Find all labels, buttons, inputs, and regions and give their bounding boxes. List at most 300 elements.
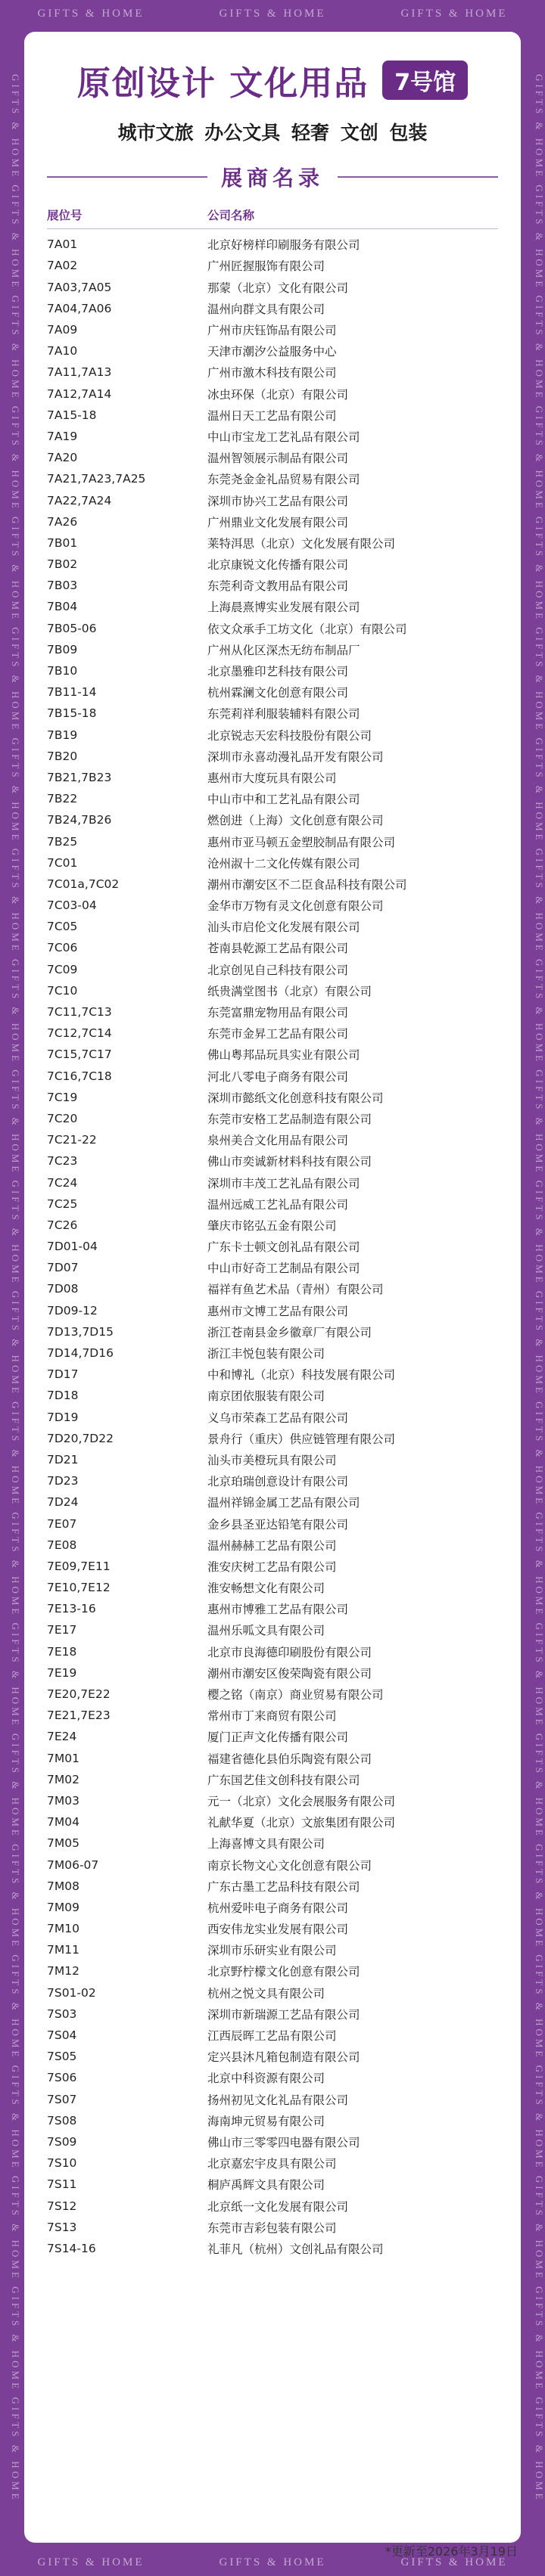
booth-number: 7C03-04 bbox=[47, 898, 97, 913]
table-row bbox=[47, 1491, 498, 1513]
table-row bbox=[47, 554, 498, 575]
table-row bbox=[47, 2025, 498, 2046]
company-name: 北京珀瑞创意设计有限公司 bbox=[207, 1475, 349, 1489]
company-name: 潮州市潮安区不二臣食品科技有限公司 bbox=[207, 877, 407, 892]
booth-number: 7B04 bbox=[47, 600, 78, 614]
booth-number: 7M03 bbox=[47, 1793, 79, 1808]
company-name: 扬州初见文化礼品有限公司 bbox=[207, 2093, 349, 2107]
booth-number: 7A20 bbox=[47, 451, 78, 465]
brand-text: GIFTS & HOME bbox=[219, 7, 326, 20]
company-name: 温州日天工艺品有限公司 bbox=[207, 408, 337, 423]
company-name: 深圳市协兴工艺品有限公司 bbox=[207, 494, 349, 508]
company-name: 浙江苍南县金乡徽章厂有限公司 bbox=[207, 1325, 372, 1339]
company-name: 依文众承手工坊文化（北京）有限公司 bbox=[207, 622, 407, 636]
table-row bbox=[47, 2003, 498, 2025]
company-name: 广州鼎业文化发展有限公司 bbox=[207, 515, 349, 529]
company-name: 冰虫环保（北京）有限公司 bbox=[207, 387, 349, 402]
divider bbox=[338, 176, 498, 178]
company-name: 温州祥锦金属工艺品有限公司 bbox=[207, 1496, 360, 1510]
exhibitor-table bbox=[47, 204, 498, 2259]
booth-number: 7B22 bbox=[47, 792, 78, 806]
table-row bbox=[47, 2174, 498, 2195]
table-row bbox=[47, 618, 498, 639]
booth-number: 7A15-18 bbox=[47, 408, 97, 422]
divider bbox=[47, 176, 207, 178]
booth-number: 7B15-18 bbox=[47, 706, 97, 721]
booth-number: 7D24 bbox=[47, 1495, 79, 1510]
company-name: 南京团依服装有限公司 bbox=[207, 1389, 325, 1404]
booth-number: 7B20 bbox=[47, 749, 78, 763]
booth-number: 7S07 bbox=[47, 2092, 77, 2106]
table-row bbox=[47, 895, 498, 916]
company-name: 莱特洱思（北京）文化发展有限公司 bbox=[207, 536, 396, 551]
brand-text: GIFTS & HOME bbox=[37, 2556, 145, 2568]
booth-number: 7B10 bbox=[47, 664, 78, 678]
company-name: 东莞利奇文教用品有限公司 bbox=[207, 579, 349, 594]
left-side-brand: GIFTS & HOME GIFTS & HOME GIFTS & HOME GIFTS & HOME GIFTS & HOME GIFTS & HOME GIFTS & HOME GIFTS & HOME GIFTS & HOME GIFTS & HOME GIFTS & HOME GIFTS & HOME GIFTS & HOME GIFTS & HOME GIFTS & HOME GIFTS & HOME GIFTS & HOME GIFTS & HOME GIFTS & HOME GIFTS & HOME GIFTS & HOME GIFTS & HOME bbox=[10, 73, 21, 2503]
booth-number: 7D14,7D16 bbox=[47, 1346, 114, 1361]
company-name: 定兴县沐凡箱包制造有限公司 bbox=[207, 2050, 360, 2065]
brand-text: GIFTS & HOME bbox=[400, 7, 508, 20]
table-row bbox=[47, 1960, 498, 1982]
table-row bbox=[47, 916, 498, 937]
booth-number: 7B02 bbox=[47, 557, 78, 572]
hall-badge: 7号馆 bbox=[382, 61, 468, 100]
table-row bbox=[47, 1150, 498, 1172]
booth-number: 7D21 bbox=[47, 1452, 79, 1466]
table-row bbox=[47, 1790, 498, 1811]
booth-number: 7C10 bbox=[47, 983, 78, 998]
booth-number: 7C24 bbox=[47, 1175, 78, 1190]
booth-number: 7C26 bbox=[47, 1218, 78, 1232]
company-name: 河北八零电子商务有限公司 bbox=[207, 1069, 349, 1084]
table-row bbox=[47, 1364, 498, 1385]
company-name: 深圳市丰茂工艺礼品有限公司 bbox=[207, 1176, 360, 1190]
company-name: 那蒙（北京）文化有限公司 bbox=[207, 281, 349, 295]
brand-text: GIFTS & HOME bbox=[219, 2556, 326, 2568]
booth-number: 7E10,7E12 bbox=[47, 1581, 111, 1595]
table-row bbox=[47, 1876, 498, 1897]
table-row bbox=[47, 1172, 498, 1193]
table-row bbox=[47, 1087, 498, 1108]
table-row bbox=[47, 1535, 498, 1556]
booth-number: 7M04 bbox=[47, 1815, 79, 1830]
booth-number: 7A12,7A14 bbox=[47, 386, 112, 401]
company-name: 东莞富鼎宠物用品有限公司 bbox=[207, 1006, 349, 1020]
company-name: 景舟行（重庆）供应链管理有限公司 bbox=[207, 1432, 396, 1446]
title-row bbox=[47, 56, 498, 104]
table-row bbox=[47, 1726, 498, 1747]
table-row bbox=[47, 1066, 498, 1087]
company-name: 淮安畅想文化有限公司 bbox=[207, 1581, 325, 1596]
booth-number: 7E20,7E22 bbox=[47, 1687, 111, 1702]
company-header: 公司名称 bbox=[207, 209, 255, 223]
table-row bbox=[47, 2046, 498, 2067]
booth-number: 7A02 bbox=[47, 259, 78, 273]
table-row bbox=[47, 1598, 498, 1619]
booth-number: 7S08 bbox=[47, 2113, 77, 2128]
table-row bbox=[47, 1641, 498, 1662]
booth-number: 7B05-06 bbox=[47, 621, 97, 635]
table-row bbox=[47, 1321, 498, 1342]
booth-number: 7M11 bbox=[47, 1943, 79, 1957]
table-row bbox=[47, 1044, 498, 1065]
booth-number: 7E24 bbox=[47, 1730, 77, 1744]
company-name: 佛山市奕诚新材料科技有限公司 bbox=[207, 1155, 372, 1169]
company-name: 广东国艺佳文创科技有限公司 bbox=[207, 1773, 360, 1787]
exhibitor-card bbox=[24, 32, 521, 2543]
table-row bbox=[47, 1023, 498, 1044]
company-name: 中山市中和工艺礼品有限公司 bbox=[207, 793, 360, 807]
booth-number: 7S12 bbox=[47, 2199, 77, 2213]
booth-number: 7M10 bbox=[47, 1922, 79, 1936]
company-name: 深圳市乐研实业有限公司 bbox=[207, 1944, 337, 1958]
table-row bbox=[47, 1108, 498, 1129]
table-row bbox=[47, 1193, 498, 1215]
booth-number: 7A09 bbox=[47, 323, 78, 337]
table-row bbox=[47, 1662, 498, 1684]
booth-number: 7B01 bbox=[47, 535, 78, 550]
booth-number: 7B11-14 bbox=[47, 685, 97, 700]
booth-number: 7C09 bbox=[47, 962, 78, 976]
table-row bbox=[47, 1428, 498, 1449]
booth-number: 7C01a,7C02 bbox=[47, 877, 120, 891]
booth-number: 7S11 bbox=[47, 2177, 77, 2192]
table-row bbox=[47, 1897, 498, 1918]
table-row bbox=[47, 511, 498, 532]
booth-number: 7B09 bbox=[47, 642, 78, 656]
table-body bbox=[47, 234, 498, 2259]
booth-number: 7E08 bbox=[47, 1538, 77, 1552]
company-name: 深圳市新瑞源工艺品有限公司 bbox=[207, 2007, 360, 2022]
booth-number: 7A03,7A05 bbox=[47, 280, 112, 294]
booth-number: 7M06-07 bbox=[47, 1858, 99, 1872]
right-side-brand: GIFTS & HOME GIFTS & HOME GIFTS & HOME GIFTS & HOME GIFTS & HOME GIFTS & HOME GIFTS & HOME GIFTS & HOME GIFTS & HOME GIFTS & HOME GIFTS & HOME GIFTS & HOME GIFTS & HOME GIFTS & HOME GIFTS & HOME GIFTS & HOME GIFTS & HOME GIFTS & HOME GIFTS & HOME GIFTS & HOME GIFTS & HOME GIFTS & HOME bbox=[534, 73, 545, 2503]
table-row bbox=[47, 1577, 498, 1598]
company-name: 浙江丰悦包装有限公司 bbox=[207, 1347, 325, 1361]
booth-number: 7M05 bbox=[47, 1836, 79, 1851]
company-name: 杭州爱咔电子商务有限公司 bbox=[207, 1901, 349, 1915]
company-name: 厦门正声文化传播有限公司 bbox=[207, 1730, 349, 1745]
company-name: 广东古墨工艺品科技有限公司 bbox=[207, 1879, 360, 1894]
table-row bbox=[47, 1769, 498, 1790]
table-row bbox=[47, 746, 498, 767]
company-name: 海南坤元贸易有限公司 bbox=[207, 2114, 325, 2128]
table-row bbox=[47, 362, 498, 383]
booth-number: 7B25 bbox=[47, 834, 78, 849]
company-name: 杭州之悦文具有限公司 bbox=[207, 1986, 325, 2000]
table-row bbox=[47, 234, 498, 255]
booth-number: 7B21,7B23 bbox=[47, 770, 112, 784]
booth-number: 7E17 bbox=[47, 1623, 77, 1637]
booth-number: 7A10 bbox=[47, 344, 78, 358]
company-name: 桐庐禹辉文具有限公司 bbox=[207, 2178, 325, 2193]
table-row bbox=[47, 1556, 498, 1577]
table-row bbox=[47, 405, 498, 426]
table-row bbox=[47, 1833, 498, 1854]
company-name: 温州乐呱文具有限公司 bbox=[207, 1624, 325, 1638]
table-row bbox=[47, 277, 498, 298]
booth-number: 7S10 bbox=[47, 2156, 77, 2171]
company-name: 广东卡士顿文创礼品有限公司 bbox=[207, 1240, 360, 1255]
table-row bbox=[47, 1385, 498, 1406]
booth-number: 7A21,7A23,7A25 bbox=[47, 472, 146, 486]
booth-number: 7A22,7A24 bbox=[47, 493, 112, 507]
company-name: 樱之铭（南京）商业贸易有限公司 bbox=[207, 1688, 384, 1702]
brand-text: GIFTS & HOME bbox=[400, 2556, 508, 2568]
booth-number: 7S13 bbox=[47, 2220, 77, 2234]
company-name: 北京市良海德印刷股份有限公司 bbox=[207, 1645, 372, 1659]
booth-number: 7M08 bbox=[47, 1879, 79, 1893]
table-row bbox=[47, 660, 498, 681]
table-row bbox=[47, 2217, 498, 2238]
table-row bbox=[47, 874, 498, 895]
company-name: 福祥有鱼艺术品（青州）有限公司 bbox=[207, 1283, 384, 1297]
company-name: 西安伟龙实业发展有限公司 bbox=[207, 1923, 349, 1937]
booth-number: 7D07 bbox=[47, 1261, 79, 1275]
brand-text: GIFTS & HOME bbox=[37, 7, 145, 20]
table-row bbox=[47, 681, 498, 703]
booth-number: 7S06 bbox=[47, 2071, 77, 2085]
booth-number: 7C25 bbox=[47, 1196, 78, 1211]
table-row bbox=[47, 725, 498, 746]
booth-number: 7E18 bbox=[47, 1644, 77, 1659]
company-name: 潮州市潮安区俊荣陶瓷有限公司 bbox=[207, 1666, 372, 1681]
table-row bbox=[47, 2195, 498, 2216]
company-name: 佛山市三零零四电器有限公司 bbox=[207, 2135, 360, 2149]
table-row bbox=[47, 1854, 498, 1875]
booth-number: 7M09 bbox=[47, 1900, 79, 1914]
company-name: 金乡县圣亚达铅笔有限公司 bbox=[207, 1517, 349, 1532]
booth-number: 7D09-12 bbox=[47, 1303, 98, 1317]
table-row bbox=[47, 575, 498, 596]
table-row bbox=[47, 1300, 498, 1321]
table-row bbox=[47, 2089, 498, 2110]
company-name: 汕头市启伦文化发展有限公司 bbox=[207, 920, 360, 935]
company-name: 元一（北京）文化会展服务有限公司 bbox=[207, 1794, 396, 1808]
table-row bbox=[47, 1684, 498, 1705]
booth-number: 7B03 bbox=[47, 579, 78, 593]
company-name: 惠州市大度玩具有限公司 bbox=[207, 771, 337, 785]
booth-number: 7S03 bbox=[47, 2006, 77, 2021]
booth-number: 7E19 bbox=[47, 1665, 77, 1680]
booth-number: 7C01 bbox=[47, 855, 78, 870]
company-name: 东莞市金昇工艺品有限公司 bbox=[207, 1027, 349, 1041]
table-row bbox=[47, 532, 498, 554]
company-name: 福建省德化县伯乐陶瓷有限公司 bbox=[207, 1752, 372, 1766]
company-name: 肇庆市铭弘五金有限公司 bbox=[207, 1218, 337, 1233]
category-subtitle: 城市文旅 办公文具 轻奢 文创 包装 bbox=[117, 122, 428, 144]
company-name: 北京野柠檬文化创意有限公司 bbox=[207, 1965, 360, 1979]
table-row bbox=[47, 1705, 498, 1726]
table-row bbox=[47, 1513, 498, 1534]
table-row bbox=[47, 1470, 498, 1491]
booth-number: 7E09,7E11 bbox=[47, 1559, 111, 1573]
update-note: *更新至2026年3月19日 bbox=[385, 2544, 518, 2559]
company-name: 上海晨熹博实业发展有限公司 bbox=[207, 601, 360, 615]
booth-number: 7M12 bbox=[47, 1964, 79, 1979]
table-row bbox=[47, 959, 498, 980]
booth-number: 7B19 bbox=[47, 728, 78, 742]
booth-number: 7C05 bbox=[47, 920, 78, 934]
company-name: 惠州市亚马顿五金塑胶制品有限公司 bbox=[207, 835, 396, 849]
company-name: 燃创进（上海）文化创意有限公司 bbox=[207, 814, 384, 828]
company-name: 江西辰晖工艺品有限公司 bbox=[207, 2029, 337, 2044]
booth-number: 7S14-16 bbox=[47, 2241, 96, 2255]
booth-number: 7C15,7C17 bbox=[47, 1047, 112, 1062]
booth-number: 7C21-22 bbox=[47, 1133, 97, 1147]
company-name: 上海喜博文具有限公司 bbox=[207, 1837, 325, 1851]
table-row bbox=[47, 1982, 498, 2003]
company-name: 东莞尧金金礼品贸易有限公司 bbox=[207, 473, 360, 487]
table-row bbox=[47, 2131, 498, 2152]
company-name: 天津市潮汐公益服务中心 bbox=[207, 345, 337, 359]
booth-number: 7D19 bbox=[47, 1410, 79, 1424]
booth-number: 7D01-04 bbox=[47, 1240, 98, 1254]
booth-number: 7S04 bbox=[47, 2028, 77, 2043]
booth-number: 7C16,7C18 bbox=[47, 1069, 112, 1083]
table-row bbox=[47, 767, 498, 788]
booth-number: 7D17 bbox=[47, 1367, 79, 1382]
booth-number: 7C12,7C14 bbox=[47, 1026, 112, 1041]
company-name: 北京康锐文化传播有限公司 bbox=[207, 558, 349, 573]
company-name: 北京墨雅印艺科技有限公司 bbox=[207, 665, 349, 679]
table-row bbox=[47, 383, 498, 405]
table-row bbox=[47, 596, 498, 617]
table-row bbox=[47, 1001, 498, 1023]
table-row bbox=[47, 809, 498, 830]
booth-number: 7A04,7A06 bbox=[47, 301, 112, 315]
page-title: 原创设计 文化用品 bbox=[76, 64, 369, 103]
company-name: 广州市庆钰饰品有限公司 bbox=[207, 324, 337, 338]
table-row bbox=[47, 2152, 498, 2174]
booth-number: 7D13,7D15 bbox=[47, 1324, 114, 1339]
company-name: 广州匠握服饰有限公司 bbox=[207, 259, 325, 274]
table-row bbox=[47, 1811, 498, 1833]
table-row bbox=[47, 1449, 498, 1470]
company-name: 常州市丁来商贸有限公司 bbox=[207, 1709, 337, 1724]
company-name: 温州远威工艺礼品有限公司 bbox=[207, 1197, 349, 1212]
table-row bbox=[47, 340, 498, 362]
booth-number: 7A19 bbox=[47, 429, 78, 443]
table-row bbox=[47, 1748, 498, 1769]
booth-number: 7A01 bbox=[47, 237, 78, 252]
company-name: 北京中科资源有限公司 bbox=[207, 2072, 325, 2086]
table-row bbox=[47, 1918, 498, 1939]
booth-number: 7S01-02 bbox=[47, 1985, 96, 2000]
company-name: 中和博礼（北京）科技发展有限公司 bbox=[207, 1368, 396, 1383]
company-name: 中山市好奇工艺制品有限公司 bbox=[207, 1262, 360, 1276]
section-heading bbox=[47, 162, 498, 192]
company-name: 广州从化区深杰无纺布制品厂 bbox=[207, 643, 360, 657]
company-name: 杭州霖澜文化创意有限公司 bbox=[207, 686, 349, 700]
table-row bbox=[47, 489, 498, 511]
table-row bbox=[47, 298, 498, 319]
booth-number: 7E13-16 bbox=[47, 1602, 96, 1616]
table-row bbox=[47, 830, 498, 852]
table-row bbox=[47, 1407, 498, 1428]
company-name: 温州向群文具有限公司 bbox=[207, 302, 325, 316]
company-name: 深圳市懿纸文化创意科技有限公司 bbox=[207, 1091, 384, 1105]
company-name: 纸贵满堂图书（北京）有限公司 bbox=[207, 984, 372, 998]
table-row bbox=[47, 1278, 498, 1299]
section-title: 展商名录 bbox=[221, 166, 325, 191]
company-name: 北京锐志天宏科技股份有限公司 bbox=[207, 728, 372, 743]
booth-number: 7B24,7B26 bbox=[47, 813, 112, 827]
booth-number: 7D18 bbox=[47, 1389, 79, 1403]
company-name: 北京创见自己科技有限公司 bbox=[207, 963, 349, 977]
company-name: 汕头市美橙玩具有限公司 bbox=[207, 1453, 337, 1467]
booth-number: 7A26 bbox=[47, 514, 78, 529]
company-name: 金华市万物有灵文化创意有限公司 bbox=[207, 899, 384, 914]
table-row bbox=[47, 468, 498, 489]
booth-number: 7D23 bbox=[47, 1474, 79, 1488]
company-name: 佛山粤邦品玩具实业有限公司 bbox=[207, 1048, 360, 1063]
table-row bbox=[47, 937, 498, 958]
table-header bbox=[47, 204, 498, 225]
booth-number: 7E07 bbox=[47, 1516, 77, 1531]
booth-number: 7S09 bbox=[47, 2134, 77, 2149]
table-row bbox=[47, 2067, 498, 2088]
table-row bbox=[47, 1939, 498, 1960]
company-name: 惠州市文博工艺品有限公司 bbox=[207, 1304, 349, 1318]
company-name: 温州赫赫工艺品有限公司 bbox=[207, 1538, 337, 1553]
table-row bbox=[47, 426, 498, 447]
table-row bbox=[47, 1236, 498, 1257]
company-name: 淮安庆树工艺品有限公司 bbox=[207, 1560, 337, 1574]
company-name: 惠州市博雅工艺品有限公司 bbox=[207, 1603, 349, 1617]
table-row bbox=[47, 1619, 498, 1640]
table-row bbox=[47, 319, 498, 340]
table-row bbox=[47, 788, 498, 809]
table-row bbox=[47, 980, 498, 1001]
booth-number: 7C20 bbox=[47, 1111, 78, 1125]
booth-number: 7M02 bbox=[47, 1772, 79, 1786]
top-brand-strip bbox=[0, 0, 545, 27]
header-divider bbox=[47, 228, 498, 229]
table-row bbox=[47, 1342, 498, 1364]
booth-number: 7C19 bbox=[47, 1090, 78, 1104]
table-row bbox=[47, 639, 498, 660]
company-name: 北京纸一文化发展有限公司 bbox=[207, 2199, 349, 2214]
table-row bbox=[47, 2110, 498, 2131]
company-name: 东莞市安格工艺品制造有限公司 bbox=[207, 1112, 372, 1126]
company-name: 温州智领展示制品有限公司 bbox=[207, 452, 349, 466]
company-name: 泉州美合文化用品有限公司 bbox=[207, 1134, 349, 1148]
company-name: 东莞莉祥利服装辅料有限公司 bbox=[207, 707, 360, 722]
booth-number: 7C06 bbox=[47, 941, 78, 955]
table-row bbox=[47, 852, 498, 874]
table-row bbox=[47, 2238, 498, 2259]
company-name: 深圳市永喜动漫礼品开发有限公司 bbox=[207, 750, 384, 764]
table-row bbox=[47, 703, 498, 724]
company-name: 东莞市吉彩包装有限公司 bbox=[207, 2221, 337, 2235]
booth-header: 展位号 bbox=[47, 209, 83, 223]
table-row bbox=[47, 255, 498, 276]
booth-number: 7A11,7A13 bbox=[47, 365, 112, 380]
booth-number: 7D08 bbox=[47, 1282, 79, 1296]
table-row bbox=[47, 1129, 498, 1150]
company-name: 南京长物文心文化创意有限公司 bbox=[207, 1858, 372, 1873]
booth-number: 7M01 bbox=[47, 1751, 79, 1765]
table-row bbox=[47, 1257, 498, 1278]
company-name: 礼菲凡（杭州）文创礼品有限公司 bbox=[207, 2242, 384, 2256]
company-name: 苍南县乾源工艺品有限公司 bbox=[207, 942, 349, 956]
company-name: 中山市宝龙工艺礼品有限公司 bbox=[207, 430, 360, 444]
booth-number: 7C11,7C13 bbox=[47, 1005, 112, 1020]
table-row bbox=[47, 1215, 498, 1236]
company-name: 义乌市荣森工艺品有限公司 bbox=[207, 1411, 349, 1425]
